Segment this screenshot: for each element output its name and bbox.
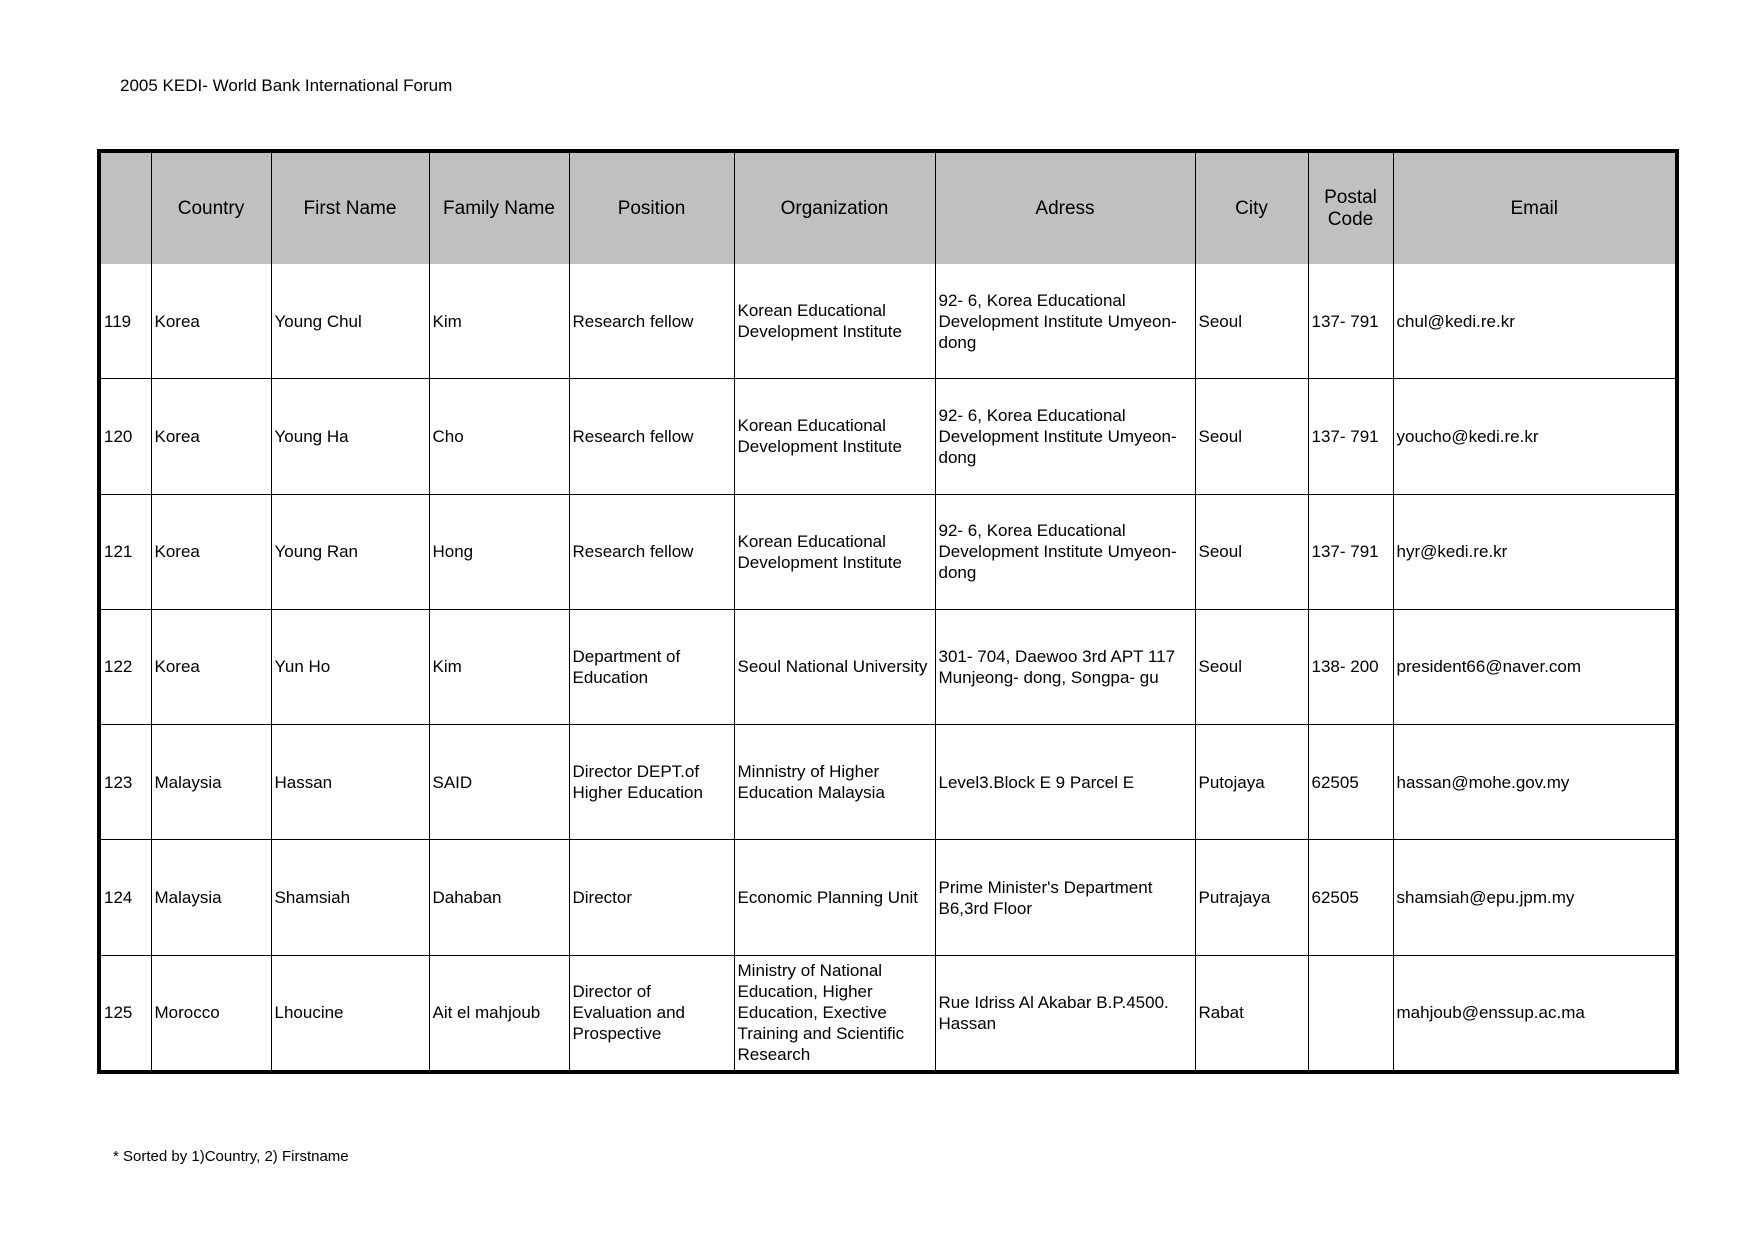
cell-position: Director of Evaluation and Prospective bbox=[569, 955, 734, 1070]
cell-postal-code: 138- 200 bbox=[1308, 609, 1393, 724]
table-row bbox=[101, 379, 1675, 494]
cell-number: 121 bbox=[101, 494, 151, 609]
table-row bbox=[101, 725, 1675, 840]
cell-email: shamsiah@epu.jpm.my bbox=[1393, 840, 1675, 955]
cell-address: 92- 6, Korea Educational Development Institute Umyeon- dong bbox=[935, 264, 1195, 379]
cell-postal-code: 62505 bbox=[1308, 725, 1393, 840]
participant-table-frame bbox=[97, 149, 1679, 1074]
cell-number: 119 bbox=[101, 264, 151, 379]
cell-address: 92- 6, Korea Educational Development Institute Umyeon- dong bbox=[935, 494, 1195, 609]
header-family-name: Family Name bbox=[429, 153, 569, 264]
cell-email: youcho@kedi.re.kr bbox=[1393, 379, 1675, 494]
cell-number: 120 bbox=[101, 379, 151, 494]
cell-family-name: Kim bbox=[429, 609, 569, 724]
cell-address: Level3.Block E 9 Parcel E bbox=[935, 725, 1195, 840]
cell-organization: Seoul National University bbox=[734, 609, 935, 724]
cell-organization: Korean Educational Development Institute bbox=[734, 494, 935, 609]
cell-first-name: Young Ha bbox=[271, 379, 429, 494]
sort-footnote: * Sorted by 1)Country, 2) Firstname bbox=[113, 1148, 349, 1165]
cell-country: Korea bbox=[151, 609, 271, 724]
cell-family-name: Ait el mahjoub bbox=[429, 955, 569, 1070]
table-header-row bbox=[101, 153, 1675, 264]
cell-organization: Minnistry of Higher Education Malaysia bbox=[734, 725, 935, 840]
cell-email: president66@naver.com bbox=[1393, 609, 1675, 724]
cell-first-name: Shamsiah bbox=[271, 840, 429, 955]
cell-family-name: Kim bbox=[429, 264, 569, 379]
cell-country: Morocco bbox=[151, 955, 271, 1070]
cell-number: 124 bbox=[101, 840, 151, 955]
cell-city: Seoul bbox=[1195, 609, 1308, 724]
cell-family-name: SAID bbox=[429, 725, 569, 840]
cell-organization: Ministry of National Education, Higher Education, Exective Training and Scientific Research bbox=[734, 955, 935, 1070]
cell-first-name: Lhoucine bbox=[271, 955, 429, 1070]
cell-organization: Economic Planning Unit bbox=[734, 840, 935, 955]
cell-first-name: Young Ran bbox=[271, 494, 429, 609]
cell-country: Malaysia bbox=[151, 840, 271, 955]
table-row bbox=[101, 609, 1675, 724]
cell-email: hassan@mohe.gov.my bbox=[1393, 725, 1675, 840]
table-row bbox=[101, 494, 1675, 609]
header-first-name: First Name bbox=[271, 153, 429, 264]
cell-city: Seoul bbox=[1195, 379, 1308, 494]
cell-position: Research fellow bbox=[569, 494, 734, 609]
cell-number: 122 bbox=[101, 609, 151, 724]
cell-email: mahjoub@enssup.ac.ma bbox=[1393, 955, 1675, 1070]
cell-number: 125 bbox=[101, 955, 151, 1070]
cell-organization: Korean Educational Development Institute bbox=[734, 264, 935, 379]
document-header: 2005 KEDI- World Bank International Forum bbox=[120, 76, 453, 95]
cell-number: 123 bbox=[101, 725, 151, 840]
cell-position: Department of Education bbox=[569, 609, 734, 724]
cell-address: 301- 704, Daewoo 3rd APT 117 Munjeong- dong, Songpa- gu bbox=[935, 609, 1195, 724]
cell-family-name: Cho bbox=[429, 379, 569, 494]
participant-table bbox=[101, 153, 1675, 1070]
cell-city: Putrajaya bbox=[1195, 840, 1308, 955]
cell-email: hyr@kedi.re.kr bbox=[1393, 494, 1675, 609]
cell-organization: Korean Educational Development Institute bbox=[734, 379, 935, 494]
cell-first-name: Yun Ho bbox=[271, 609, 429, 724]
cell-address: Rue Idriss Al Akabar B.P.4500. Hassan bbox=[935, 955, 1195, 1070]
cell-first-name: Hassan bbox=[271, 725, 429, 840]
header-country: Country bbox=[151, 153, 271, 264]
cell-postal-code: 137- 791 bbox=[1308, 494, 1393, 609]
cell-position: Research fellow bbox=[569, 379, 734, 494]
cell-email: chul@kedi.re.kr bbox=[1393, 264, 1675, 379]
cell-country: Korea bbox=[151, 379, 271, 494]
cell-postal-code bbox=[1308, 955, 1393, 1070]
cell-postal-code: 62505 bbox=[1308, 840, 1393, 955]
cell-address: Prime Minister's Department B6,3rd Floor bbox=[935, 840, 1195, 955]
table-row bbox=[101, 840, 1675, 955]
cell-city: Putojaya bbox=[1195, 725, 1308, 840]
cell-city: Seoul bbox=[1195, 494, 1308, 609]
cell-position: Research fellow bbox=[569, 264, 734, 379]
table-row bbox=[101, 264, 1675, 379]
header-position: Position bbox=[569, 153, 734, 264]
cell-first-name: Young Chul bbox=[271, 264, 429, 379]
cell-city: Rabat bbox=[1195, 955, 1308, 1070]
cell-postal-code: 137- 791 bbox=[1308, 264, 1393, 379]
cell-address: 92- 6, Korea Educational Development Institute Umyeon- dong bbox=[935, 379, 1195, 494]
header-city: City bbox=[1195, 153, 1308, 264]
cell-position: Director bbox=[569, 840, 734, 955]
cell-country: Korea bbox=[151, 264, 271, 379]
cell-country: Korea bbox=[151, 494, 271, 609]
header-email: Email bbox=[1393, 153, 1675, 264]
cell-family-name: Dahaban bbox=[429, 840, 569, 955]
header-organization: Organization bbox=[734, 153, 935, 264]
cell-country: Malaysia bbox=[151, 725, 271, 840]
cell-postal-code: 137- 791 bbox=[1308, 379, 1393, 494]
cell-family-name: Hong bbox=[429, 494, 569, 609]
header-address: Adress bbox=[935, 153, 1195, 264]
cell-city: Seoul bbox=[1195, 264, 1308, 379]
cell-position: Director DEPT.of Higher Education bbox=[569, 725, 734, 840]
table-row bbox=[101, 955, 1675, 1070]
header-postal-code: Postal Code bbox=[1308, 153, 1393, 264]
header-number bbox=[101, 153, 151, 264]
